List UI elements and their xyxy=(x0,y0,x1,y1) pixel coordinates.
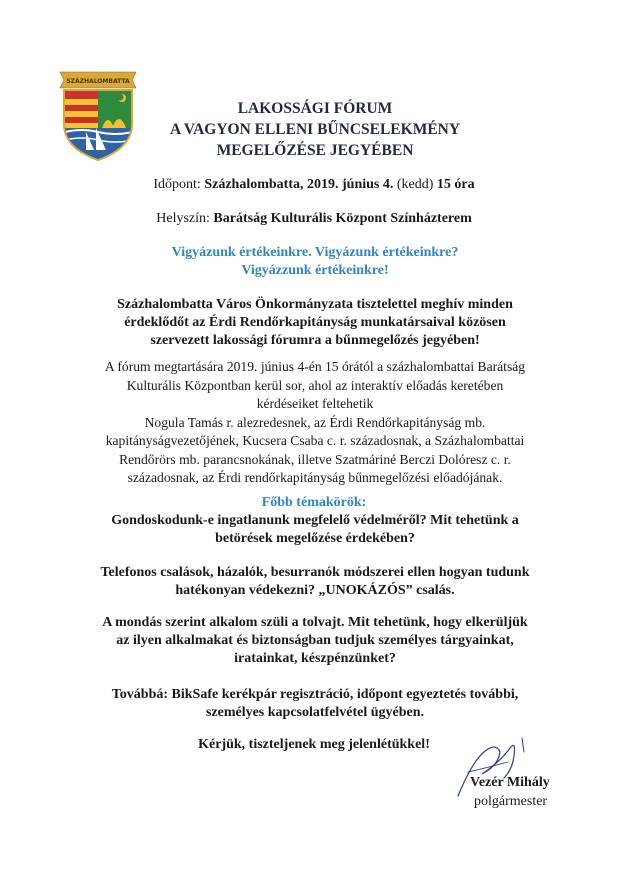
details-line-5: kapitányságvezetőjének, Kucsera Csaba c. r. századosnak, a Százhalombattai xyxy=(105,433,525,448)
place-value: Barátság Kulturális Központ Színházterem xyxy=(213,211,472,226)
title-line-3: MEGELŐZÉSE JEGYÉBEN xyxy=(216,142,414,159)
time-hour: 15 óra xyxy=(436,177,475,192)
topics-heading: Főbb témakörök: xyxy=(261,495,367,510)
document-title xyxy=(150,98,480,161)
topic-4 xyxy=(70,686,560,722)
topic-2-line-1: Telefonos csalások, házalók, besurranók módszerei ellen hogyan tudunk xyxy=(100,565,530,580)
details-line-7: századosnak, az Érdi rendőrkapitányság bűnmegelőzési előadójának. xyxy=(127,470,503,485)
details-paragraph xyxy=(60,358,570,488)
topic-3-line-2: az ilyen alkalmakat és biztonságban tudjuk személyes tárgyainkat, xyxy=(116,633,514,648)
topic-1-line-1: Gondoskodunk-e ingatlanunk megfelelő védelméről? Mit tehetünk a xyxy=(111,513,519,528)
topic-4-line-2: személyes kapcsolatfelvétel ügyében. xyxy=(205,705,425,720)
slogan xyxy=(70,244,560,280)
time-day: (kedd) xyxy=(393,177,437,192)
title-line-2: A VAGYON ELLENI BŰNCSELEKMÉNY xyxy=(169,121,461,138)
invite-line-3: szervezett lakossági fórumra a bűnmegelőzés jegyében! xyxy=(150,333,480,348)
details-line-2: Kulturális Központban kerül sor, ahol az interaktív előadás keretében xyxy=(126,377,504,393)
topic-3 xyxy=(70,614,560,668)
slogan-line-2: Vigyázzunk értékeinkre! xyxy=(241,263,389,278)
place-label: Helyszín: xyxy=(156,211,214,226)
topic-1-line-2: betörések megelőzése érdekében? xyxy=(215,531,415,546)
closing-line: Kérjük, tiszteljenek meg jelenlétükkel! xyxy=(198,737,430,752)
topic-1 xyxy=(70,512,560,548)
details-line-6: Rendőrörs mb. parancsnokának, illetve Szatmáriné Berczi Dolóresz c. r. xyxy=(119,451,511,467)
slogan-line-1: Vigyázunk értékeinkre. Vigyázunk értékeinkre? xyxy=(171,245,459,260)
topic-3-line-3: iratainkat, készpénzünket? xyxy=(234,651,396,666)
time-label: Időpont: xyxy=(153,177,205,192)
signer-name: Vezér Mihály xyxy=(470,775,550,790)
topic-4-line-1: Továbbá: BikSafe kerékpár regisztráció, időpont egyeztetés további, xyxy=(111,687,519,702)
details-line-4: Nogula Tamás r. alezredesnek, az Érdi Rendőrkapitányság mb. xyxy=(144,414,486,430)
topic-2 xyxy=(70,564,560,600)
details-line-3: kérdéseiket feltehetik xyxy=(256,396,374,411)
invitation-paragraph xyxy=(70,296,560,350)
signer-role: polgármester xyxy=(474,794,548,809)
city-coat-of-arms-logo xyxy=(56,62,140,162)
topic-2-line-2: hatékonyan védekezni? „UNOKÁZÓS” csalás. xyxy=(175,583,455,598)
invite-line-2: érdeklődőt az Érdi Rendőrkapitányság munkatársaival közösen xyxy=(124,315,506,330)
event-place xyxy=(0,210,628,228)
event-time xyxy=(0,176,628,194)
title-line-1: LAKOSSÁGI FÓRUM xyxy=(237,100,393,117)
details-line-1: A fórum megtartására 2019. június 4-én 15 órától a százhalombattai Barátság xyxy=(104,359,526,374)
time-value: Százhalombatta, 2019. június 4. xyxy=(204,177,394,192)
invite-line-1: Százhalombatta Város Önkormányzata tisztelettel meghív minden xyxy=(117,297,513,312)
topic-3-line-1: A mondás szerint alkalom szüli a tolvajt. Mit tehetünk, hogy elkerüljük xyxy=(102,615,528,630)
crest-banner-text: SZÁZHALOMBATTA xyxy=(66,78,130,85)
